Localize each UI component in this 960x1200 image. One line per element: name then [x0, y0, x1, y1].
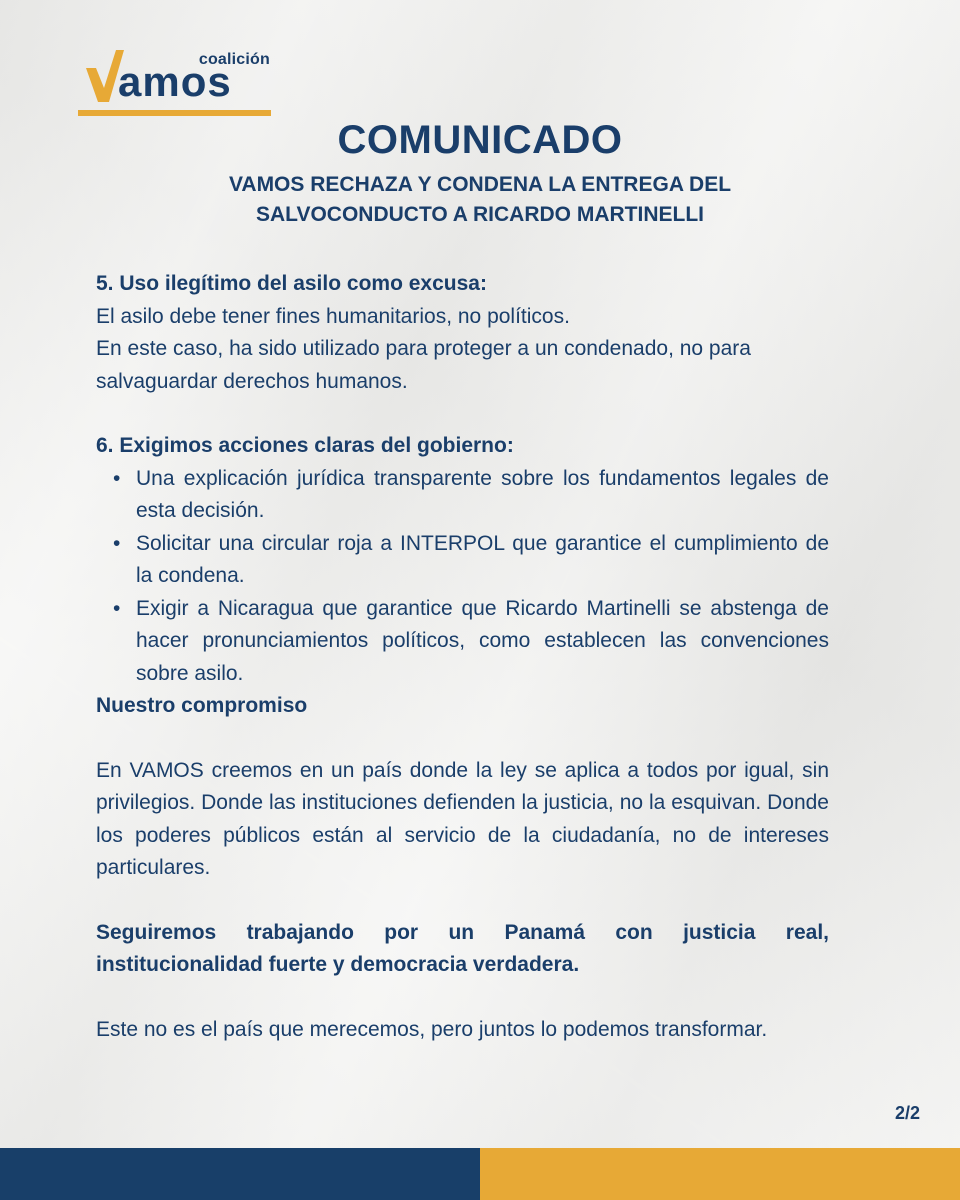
list-item — [96, 463, 829, 528]
logo-wordmark: amos — [118, 58, 232, 105]
list-item — [96, 528, 829, 593]
section-5-line-2: En este caso, ha sido utilizado para proteger a un condenado, no para salvaguardar derechos humanos. — [96, 337, 751, 393]
closing-statement: Seguiremos trabajando por un Panamá con justicia real, institucionalidad fuerte y democracia verdadera. — [96, 920, 829, 976]
closing-line: Este no es el país que merecemos, pero juntos lo podemos transformar. — [96, 1017, 768, 1041]
subtitle-line-2: SALVOCONDUCTO A RICARDO MARTINELLI — [256, 203, 704, 226]
list-item — [96, 593, 829, 691]
logo-coalicion-text: coalición — [198, 51, 270, 68]
subtitle-line-1: VAMOS RECHAZA Y CONDENA LA ENTREGA DEL — [228, 173, 732, 196]
list-item-text: Una explicación jurídica transparente sobre los fundamentos legales de esta decisión. — [136, 466, 829, 522]
page-title: COMUNICADO — [337, 118, 623, 162]
compromiso-paragraph: En VAMOS creemos en un país donde la ley se aplica a todos por igual, sin privilegios. Donde las instituciones defienden la justicia, no la esquivan. Donde los poderes públicos están al servicio de la ciudadanía, no de intereses particulares. — [96, 758, 829, 879]
bullet-icon: • — [113, 531, 121, 555]
document-body — [96, 268, 829, 1046]
section-5-heading: 5. Uso ilegítimo del asilo como excusa: — [96, 272, 487, 295]
list-item-text: Solicitar una circular roja a INTERPOL que garantice el cumplimiento de la condena. — [136, 531, 829, 587]
bullet-icon: • — [113, 596, 121, 620]
footer-bar-blue — [0, 1148, 480, 1200]
section-6-heading: 6. Exigimos acciones claras del gobierno: — [96, 434, 514, 457]
vamos-logo — [78, 48, 274, 118]
logo-underline — [78, 110, 271, 116]
footer-bar-gold — [480, 1148, 960, 1200]
page-subtitle — [180, 170, 780, 230]
demands-list — [96, 463, 829, 691]
compromiso-heading: Nuestro compromiso — [96, 694, 308, 717]
section-5-line-1: El asilo debe tener fines humanitarios, no políticos. — [96, 304, 570, 328]
page-number: 2/2 — [894, 1103, 920, 1123]
list-item-text: Exigir a Nicaragua que garantice que Ricardo Martinelli se abstenga de hacer pronunciamientos políticos, como establecen las convenciones sobre asilo. — [136, 596, 829, 685]
bullet-icon: • — [113, 466, 121, 490]
